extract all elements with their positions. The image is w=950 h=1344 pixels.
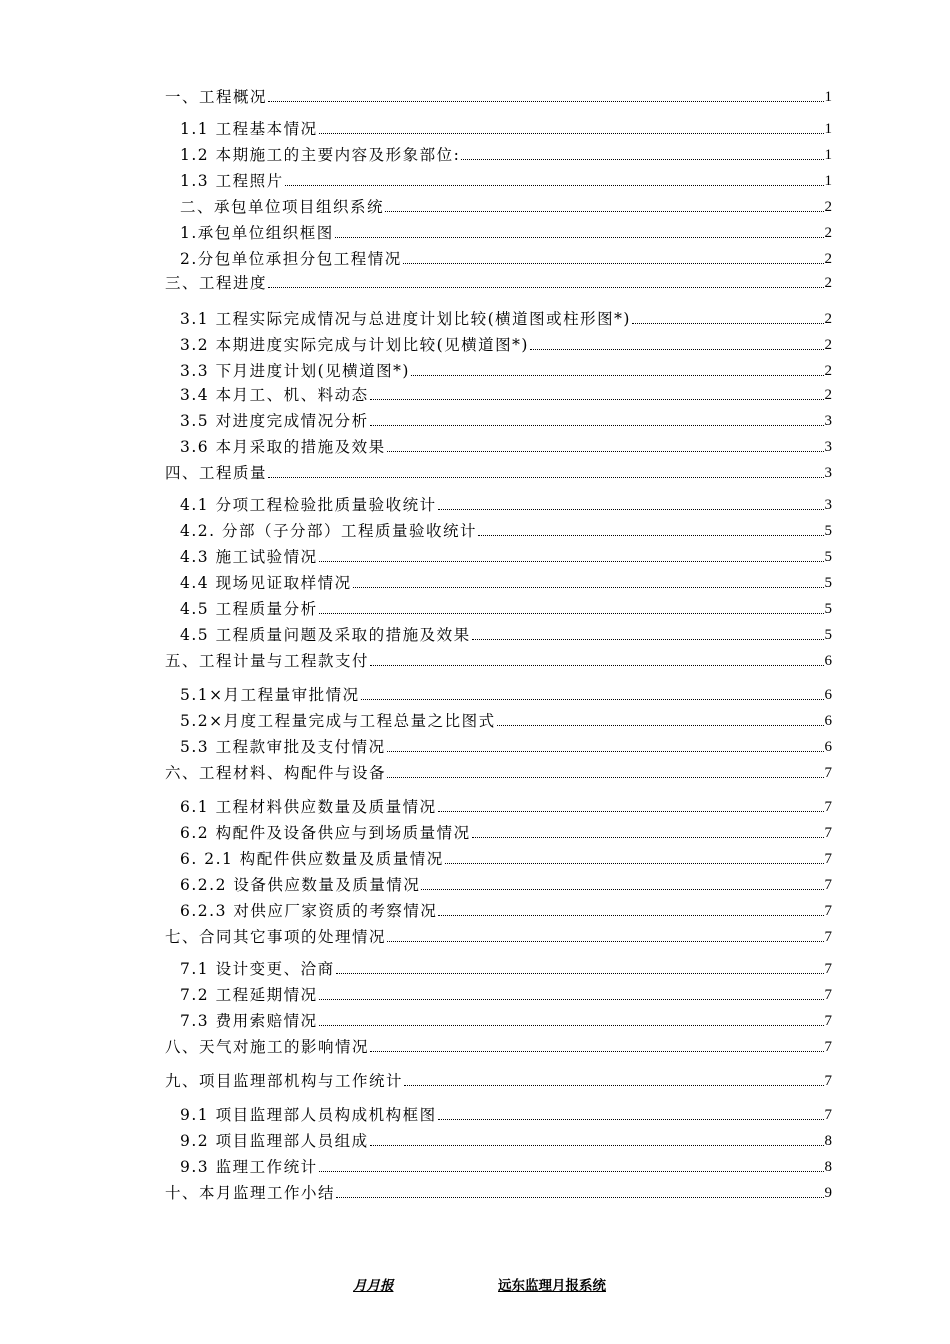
toc-dot-leader [385,210,823,212]
toc-entry-page: 8 [824,1133,832,1149]
toc-entry[interactable] [180,437,832,457]
toc-entry-page: 7 [824,877,832,893]
toc-entry-title: 3.1 工程实际完成情况与总进度计划比较(横道图或柱形图*) [180,310,631,328]
toc-dot-leader [268,476,823,478]
toc-dot-leader [411,374,824,376]
toc-entry-title: 2.分包单位承担分包工程情况 [180,250,402,268]
toc-dot-leader [387,776,823,778]
toc-dot-leader [403,262,824,264]
toc-entry-page: 7 [824,903,832,919]
toc-entry[interactable] [180,171,832,191]
toc-dot-leader [387,750,824,752]
toc-entry[interactable] [180,385,832,405]
toc-entry-title: 4.5 工程质量分析 [180,600,318,618]
toc-entry-page: 7 [824,799,832,815]
toc-entry[interactable] [180,1157,832,1177]
toc-entry-title: 9.2 项目监理部人员组成 [180,1132,369,1150]
toc-entry-page: 6 [824,739,832,755]
toc-dot-leader [478,534,823,536]
toc-entry-title: 3.5 对进度完成情况分析 [180,412,369,430]
toc-entry-page: 6 [824,687,832,703]
toc-dot-leader [472,836,824,838]
toc-entry-page: 3 [824,439,832,455]
toc-entry[interactable] [180,737,832,757]
toc-dot-leader [445,862,824,864]
toc-entry[interactable] [165,1183,832,1203]
toc-dot-leader [319,132,824,134]
toc-entry[interactable] [180,197,832,217]
toc-entry-page: 2 [824,363,832,379]
toc-dot-leader [353,586,824,588]
toc-dot-leader [319,1024,824,1026]
toc-entry[interactable] [180,495,832,515]
toc-entry-page: 2 [824,275,832,291]
toc-dot-leader [268,100,823,102]
toc-entry-page: 7 [824,987,832,1003]
toc-dot-leader [319,612,824,614]
toc-dot-leader [370,1144,824,1146]
toc-entry-title: 3.4 本月工、机、料动态 [180,386,369,404]
toc-dot-leader [361,698,824,700]
toc-dot-leader [438,1118,824,1120]
toc-entry-title: 6.2 构配件及设备供应与到场质量情况 [180,824,471,842]
toc-entry-title: 4.2. 分部（子分部）工程质量验收统计 [180,522,478,540]
toc-entry-page: 2 [824,387,832,403]
toc-entry-title: 6. 2.1 构配件供应数量及质量情况 [180,850,444,868]
toc-entry[interactable] [180,1105,832,1125]
toc-entry-title: 5.1×月工程量审批情况 [180,686,360,704]
toc-entry[interactable] [180,901,832,921]
toc-entry-page: 2 [824,251,832,267]
toc-entry-title: 四、工程质量 [165,464,268,482]
toc-dot-leader [370,424,824,426]
toc-dot-leader [335,236,824,238]
toc-entry-title: 1.3 工程照片 [180,172,284,190]
toc-entry-title: 5.3 工程款审批及支付情况 [180,738,386,756]
toc-entry-title: 9.3 监理工作统计 [180,1158,318,1176]
toc-dot-leader [319,1170,824,1172]
toc-entry-title: 3.6 本月采取的措施及效果 [180,438,386,456]
toc-dot-leader [336,1196,823,1198]
footer-right-text: 远东监理月报系统 [498,1278,606,1294]
toc-entry[interactable] [180,145,832,165]
toc-entry-title: 7.3 费用索赔情况 [180,1012,318,1030]
toc-entry-page: 3 [824,413,832,429]
toc-entry-page: 2 [824,225,832,241]
toc-entry[interactable] [180,985,832,1005]
toc-dot-leader [438,914,823,916]
toc-entry-title: 9.1 项目监理部人员构成机构框图 [180,1106,437,1124]
toc-entry-page: 8 [824,1159,832,1175]
toc-entry[interactable] [180,119,832,139]
toc-entry[interactable] [180,547,832,567]
toc-entry-title: 六、工程材料、构配件与设备 [165,764,387,782]
toc-entry[interactable] [165,927,832,947]
toc-entry-title: 6.2.3 对供应厂家资质的考察情况 [180,902,438,920]
toc-dot-leader [530,348,824,350]
toc-dot-leader [319,998,824,1000]
toc-entry-page: 7 [824,825,832,841]
toc-entry[interactable] [180,249,832,269]
toc-entry-title: 九、项目监理部机构与工作统计 [165,1072,404,1090]
toc-entry[interactable] [180,223,832,243]
toc-entry-page: 9 [824,1185,832,1201]
toc-entry[interactable] [180,849,832,869]
toc-entry[interactable] [180,959,832,979]
toc-entry[interactable] [180,797,832,817]
toc-entry-title: 五、工程计量与工程款支付 [165,652,370,670]
toc-entry-page: 2 [824,199,832,215]
toc-entry[interactable] [165,1037,832,1057]
toc-dot-leader [438,508,824,510]
toc-entry-title: 八、天气对施工的影响情况 [165,1038,370,1056]
toc-entry-page: 5 [824,523,832,539]
toc-entry-page: 6 [824,653,832,669]
toc-entry-page: 7 [824,1039,832,1055]
toc-entry-page: 7 [824,765,832,781]
toc-entry[interactable] [180,625,832,645]
toc-entry-page: 1 [824,89,832,105]
toc-entry-title: 十、本月监理工作小结 [165,1184,336,1202]
toc-entry-title: 7.2 工程延期情况 [180,986,318,1004]
toc-entry[interactable] [180,361,832,381]
toc-entry-page: 7 [824,1013,832,1029]
toc-entry-title: 七、合同其它事项的处理情况 [165,928,387,946]
toc-entry-title: 5.2×月度工程量完成与工程总量之比图式 [180,712,496,730]
toc-entry-page: 1 [824,147,832,163]
toc-entry-title: 3.3 下月进度计划(见横道图*) [180,362,410,380]
toc-dot-leader [438,810,824,812]
toc-entry-page: 3 [824,465,832,481]
toc-dot-leader [319,560,824,562]
toc-entry[interactable] [165,273,832,293]
toc-entry[interactable] [180,521,832,541]
toc-entry-page: 7 [824,929,832,945]
toc-entry-title: 二、承包单位项目组织系统 [180,198,385,216]
toc-entry-title: 4.1 分项工程检验批质量验收统计 [180,496,437,514]
toc-entry-title: 1.1 工程基本情况 [180,120,318,138]
toc-dot-leader [461,158,823,160]
toc-entry-title: 3.2 本期进度实际完成与计划比较(见横道图*) [180,336,529,354]
toc-entry[interactable] [165,87,832,107]
toc-entry-page: 5 [824,601,832,617]
toc-entry-title: 6.2.2 设备供应数量及质量情况 [180,876,421,894]
toc-entry-page: 3 [824,497,832,513]
toc-dot-leader [268,286,823,288]
toc-entry-page: 7 [824,1107,832,1123]
toc-entry[interactable] [180,685,832,705]
toc-entry[interactable] [180,411,832,431]
toc-dot-leader [497,724,824,726]
toc-dot-leader [285,184,824,186]
toc-entry[interactable] [165,651,832,671]
toc-entry[interactable] [165,1071,832,1091]
toc-entry-title: 4.4 现场见证取样情况 [180,574,352,592]
toc-entry[interactable] [180,335,832,355]
toc-entry-page: 5 [824,549,832,565]
toc-entry-title: 1.2 本期施工的主要内容及形象部位: [180,146,461,164]
toc-entry-title: 1.承包单位组织框图 [180,224,334,242]
toc-entry[interactable] [180,711,832,731]
toc-entry[interactable] [180,823,832,843]
toc-dot-leader [387,940,823,942]
toc-entry[interactable] [180,875,832,895]
toc-dot-leader [404,1084,823,1086]
toc-entry-title: 7.1 设计变更、洽商 [180,960,335,978]
toc-entry-page: 2 [824,337,832,353]
toc-dot-leader [370,664,823,666]
toc-entry-page: 7 [824,851,832,867]
toc-entry[interactable] [180,309,832,329]
toc-entry[interactable] [180,599,832,619]
toc-dot-leader [632,322,824,324]
toc-entry-page: 6 [824,713,832,729]
toc-entry-title: 4.3 施工试验情况 [180,548,318,566]
toc-entry-page: 5 [824,575,832,591]
footer-left-text: 月月报 [353,1278,394,1294]
toc-entry-title: 6.1 工程材料供应数量及质量情况 [180,798,437,816]
toc-dot-leader [421,888,823,890]
toc-entry-page: 7 [824,961,832,977]
toc-entry-title: 一、工程概况 [165,88,268,106]
toc-entry-page: 1 [824,121,832,137]
toc-entry-page: 1 [824,173,832,189]
toc-dot-leader [370,398,824,400]
toc-entry[interactable] [180,573,832,593]
toc-entry[interactable] [180,1131,832,1151]
toc-entry-page: 7 [824,1073,832,1089]
toc-entry-page: 2 [824,311,832,327]
toc-entry-title: 4.5 工程质量问题及采取的措施及效果 [180,626,471,644]
toc-dot-leader [472,638,824,640]
toc-entry-page: 5 [824,627,832,643]
toc-entry-title: 三、工程进度 [165,274,268,292]
toc-entry[interactable] [165,763,832,783]
toc-entry[interactable] [180,1011,832,1031]
toc-dot-leader [370,1050,823,1052]
toc-dot-leader [336,972,824,974]
toc-dot-leader [387,450,824,452]
toc-entry[interactable] [165,463,832,483]
